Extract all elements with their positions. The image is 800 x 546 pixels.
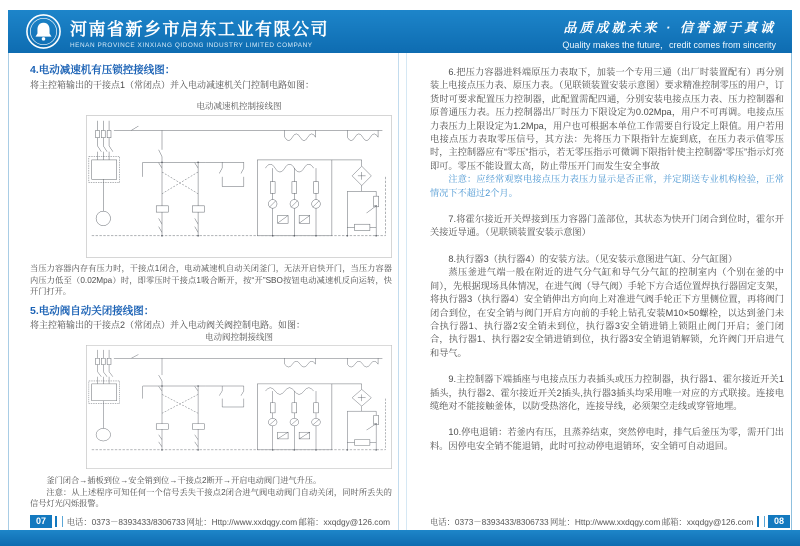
phone-right: 电话：0373－8393433/8306733 [430, 516, 549, 527]
diagram2-caption: 电动阀控制接线图 [204, 332, 273, 342]
company-name-en: HENAN PROVINCE XINXIANG QIDONG INDUSTRY LIMITED COMPANY [70, 42, 313, 49]
section4-intro: 将主控箱输出的干接点1（常闭点）并入电动减速机关门控制电路如图： [30, 80, 315, 90]
para-8-title: 8.执行器3（执行器4）的安装方法。（见安装示意图进气缸、分气缸图） [448, 253, 738, 264]
spine-rule-right [406, 53, 407, 530]
footer-left [30, 514, 390, 529]
email-right: 邮箱：xxqdgy@126.com [661, 516, 754, 527]
para-6: 6.把压力容器进料端原压力表取下，加装一个专用三通（出厂时装置配有）再分别装上电接点压力表、原压力表。（见联锁装置安装示意图）要求精准控制零压的用户，订货时可要求配置压力控制器，此配置需配四通，分别安装电接点压力表、压力控制器和原普通压力表。压力控制器出厂时压力下限设定为0.02Mpa，用户不可再调。电接点压力表压力上限设定为1.2Mpa，用户也可根据本单位工作需要自行设定上限值。用户若用电接点压力表取零压信号，其方法：先将压力下限指针左旋到底，在压力表示值零压时，主控制器应有“零压”指示，若无零压指示可微调下限指针使主控制器“零压”指示灯亮即可。零压不能设置太高，防止带压开门而发生安全事故 [430, 67, 784, 171]
right-edge-rule [791, 53, 792, 530]
company-name: 河南省新乡市启东工业有限公司 [70, 20, 329, 39]
section5-title: 5.电动阀自动关闭接线图： [30, 305, 155, 317]
section5-flow: 釜门闭合→插板到位→安全销到位→干接点2断开→开启电动阀门进气升压。 [46, 476, 322, 485]
website-right: 网址：Http://www.xxdqgy.com [549, 516, 661, 527]
spine-rule-left [398, 53, 399, 530]
company-logo [24, 12, 63, 51]
section4-title: 4.电动减速机有压锁控接线图： [30, 64, 176, 76]
diagram1-caption: 电动减速机控制接线图 [196, 101, 282, 111]
bell-icon [24, 12, 63, 51]
para-7: 7.将霍尔接近开关焊接到压力容器门盖部位，其状态为快开门闭合到位时，霍尔开关接近导通。（见联锁装置安装示意图） [430, 214, 784, 238]
website-left: 网址：Http://www.xxdqgy.com [186, 516, 298, 527]
valve-circuit-diagram [85, 344, 393, 470]
header-band [8, 10, 792, 53]
left-edge-rule [8, 53, 9, 530]
slogan-cn: 品质成就未来 · 信誉源于真诚 [563, 20, 776, 35]
right-page [430, 66, 784, 466]
page-number-bars [757, 516, 765, 527]
section5-notes [30, 475, 392, 510]
page-number-bars [55, 516, 63, 527]
section5-intro: 将主控箱输出的干接点2（常闭点）并入电动阀关阀控制电路。如图： [30, 320, 306, 330]
slogan-en: Quality makes the future，credit comes from sincerity [562, 40, 776, 50]
page-number-right: 08 [768, 515, 790, 528]
section5-note: 注意：从上述程序可知任何一个信号丢失干接点2闭合进气阀电动阀门自动关闭，同时所丢失的信号灯光闪烁报警。 [30, 487, 392, 508]
phone-left: 电话：0373－8393433/8306733 [66, 516, 186, 527]
para-6-note: 注意：应经常观察电接点压力表压力显示是否正常，并定期送专业机构检验，正常情况下不超过2个月。 [430, 174, 784, 198]
gearmotor-circuit-diagram [85, 114, 393, 259]
bottom-band [0, 530, 800, 546]
email-left: 邮箱：xxqdgy@126.com [298, 516, 390, 527]
para-9: 9.主控制器下端插座与电接点压力表插头或压力控制器，执行器1、霍尔接近开关1插头，执行器2、霍尔接近开关2插头,执行器3插头均采用唯一对应的方式联接。连接电缆绝对不能接触釜体，以防受热溶化，连接导线，必须架空走线或穿管地埋。 [430, 374, 784, 411]
footer-right [430, 514, 790, 529]
para-8-body: 蒸压釜进气端一般在附近的进气分气缸和导气分气缸的控制室内（个别在釜的中间），先根据现场具体情况，在进气阀（导气阀）手轮下方合适位置焊执行器固定支架，将执行器3（执行器4）安全销伸出方向向上对准进气阀手轮正下方里侧位置，再将阀门闭合到位，在安全销与阀门开启方向前的手轮上钻孔安装M10×50螺栓，以达到釜门未合执行器1、执行器2安全销未到位，执行器3安全销进销上锁阻止阀门开启；釜门闭合，执行器1、执行器2安全销进销到位，执行器3安全销退销解锁，允许阀门开启进气和导气。 [430, 267, 784, 358]
page-number-left: 07 [30, 515, 52, 528]
section4-note: 当压力容器内存有压力时，干接点1闭合，电动减速机自动关闭釜门，无法开启快开门，当压力容器内压力低至（0.02Mpa）时，即零压时干接点1吸合断开，按“开”SBO按钮电动减速机反向运转，快开门打开。 [30, 264, 392, 296]
para-10: 10.停电退销：若釜内有压，且蒸养结束，突然停电时，排气后釜压为零，需开门出料。因停电安全销不能退销，此时可拉动停电退销环，安全销可自动退回。 [430, 427, 784, 451]
